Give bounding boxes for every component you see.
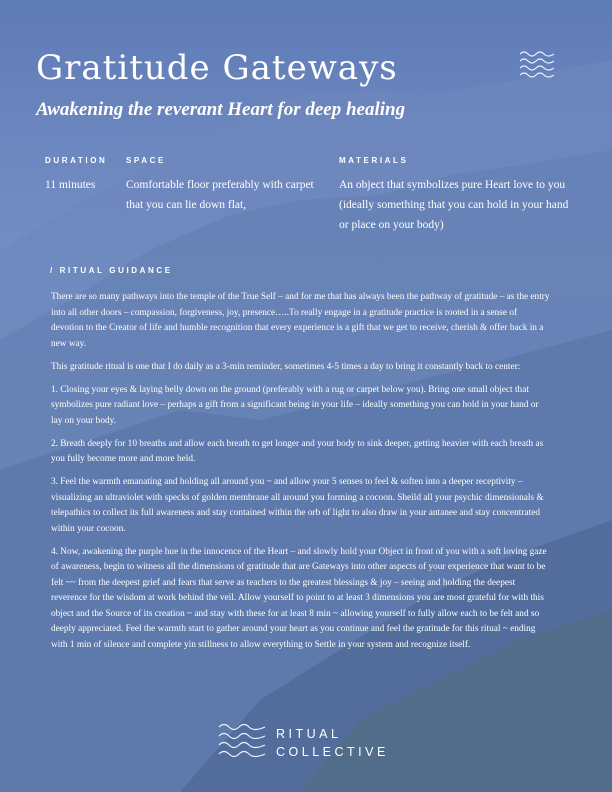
- logo-text-line-1: RITUAL: [276, 727, 342, 741]
- materials-value: An object that symbolizes pure Heart love to you (ideally something that you can hold in your hand or place on your body): [339, 179, 569, 231]
- logo-waves-icon: [218, 721, 266, 761]
- logo-text-line-2: COLLECTIVE: [276, 745, 389, 759]
- materials-label: MATERIALS: [339, 156, 409, 165]
- logo-wordmark: [276, 725, 389, 761]
- duration-label: DURATION: [45, 156, 108, 165]
- guidance-paragraph: This gratitude ritual is one that I do daily as a 3-min reminder, sometimes 4-5 times a day to bring it constantly back to center:: [51, 361, 521, 372]
- guidance-step-2: 2. Breath deeply for 10 breaths and allow each breath to get longer and your body to sink deeper, getting heavier with each breath as you fully become more and more held.: [51, 438, 544, 464]
- guidance-step-4: 4. Now, awakening the purple hue in the innocence of the Heart – and slowly hold your Object in front of you with a soft loving gaze of awareness, begin to witness all the dimensions of gratitude that are Gateways into other aspects of your experience that want to be felt ~~ from the deepest grief and fears that serve as teachers to the greatest blessings & joy – seeing and holding the deepest reverence for the wisdom at work behind the veil. Allow yourself to point to at least 3 dimensions you are most grateful for with this object and the Source of its creation ~ and stay with these for at least 8 min ~ allowing yourself to fully allow each to be felt and so deeply appreciated. Feel the warmth start to gather around your heart as you continue and feel the gratitude for this ritual ~ ending with 1 min of silence and complete yin stillness to allow everything to Settle in your system and recognize itself.: [51, 546, 547, 650]
- page-subtitle: Awakening the reverant Heart for deep healing: [36, 99, 406, 120]
- ritual-guidance-label: / RITUAL GUIDANCE: [50, 266, 173, 275]
- space-label: SPACE: [126, 156, 166, 165]
- waves-icon: [519, 50, 555, 80]
- page-title: Gratitude Gateways: [36, 48, 398, 88]
- duration-value: 11 minutes: [45, 179, 96, 191]
- guidance-paragraph: There are so many pathways into the temple of the True Self – and for me that has always been the pathway of gratitude – as the entry into all other doors – compassion, forgiveness, joy, presence…..To really engage in a gratitude practice is rooted in a sense of devotion to the Creator of life and humble recognition that every experience is a gift that we get to receive, cherish & offer back in a new way.: [51, 292, 550, 349]
- ritual-guidance-body: [51, 290, 551, 661]
- space-value: Comfortable floor preferably with carpet that you can lie down flat,: [126, 179, 314, 211]
- guidance-step-1: 1. Closing your eyes & laying belly down on the ground (preferably with a rug or carpet below you). Bring one small object that symbolizes pure radiant love – perhaps a gift from a significant being in your life – ideally something you can hold in your hand or lay on your body.: [51, 384, 539, 426]
- guidance-step-3: 3. Feel the warmth emanating and holding all around you ~ and allow your 5 senses to feel & soften into a deeper receptivity – visualizing an ultraviolet with specks of golden membrane all around you forming a cocoon. Sheild all your psychic dimensionals & telepathics to collect its full awareness and stay contained within the orb of light to also draw in your antanee and stay concentrated within your cocoon.: [51, 477, 544, 534]
